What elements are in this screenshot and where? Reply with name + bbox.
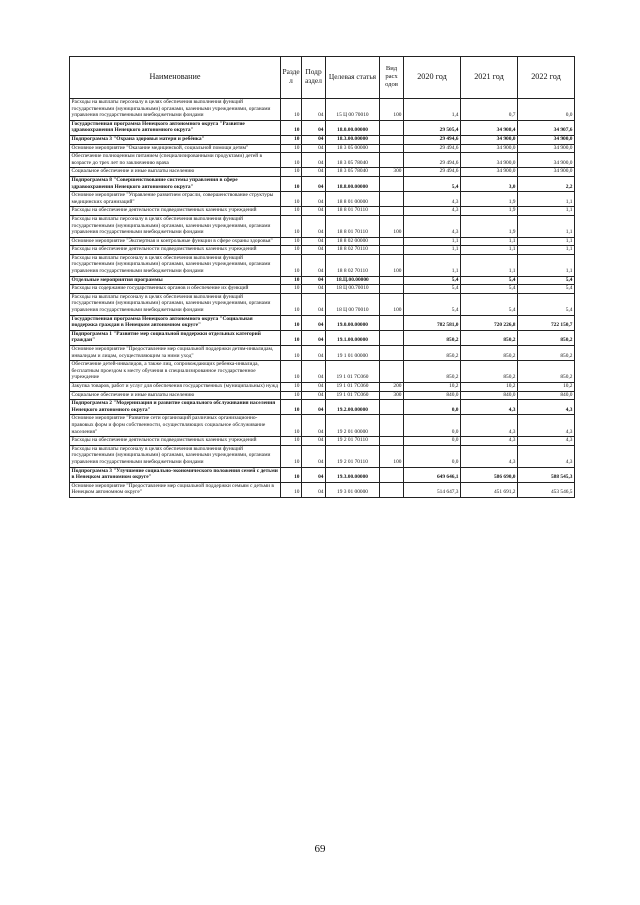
table-row: [70, 237, 575, 246]
row-section-cell: 10: [281, 153, 302, 168]
row-subsection-cell: 04: [302, 382, 326, 391]
row-vid-cell: [380, 276, 404, 285]
row-vid-cell: [380, 467, 404, 482]
row-target-cell: 19 1 01 7С060: [326, 361, 380, 383]
row-target-cell: 18.0.00.00000: [326, 120, 380, 135]
row-name-cell: Подпрограмма 3 "Охрана здоровья матери и ребёнка": [70, 135, 281, 144]
table-row: [70, 400, 575, 415]
row-vid-cell: [380, 346, 404, 361]
row-subsection-cell: 04: [302, 315, 326, 330]
row-vid-cell: 100: [380, 293, 404, 315]
row-section-cell: 10: [281, 99, 302, 121]
row-target-cell: 19 2 01 70110: [326, 445, 380, 467]
row-section-cell: 10: [281, 285, 302, 294]
table-row: [70, 99, 575, 121]
table-row: [70, 382, 575, 391]
row-2020-cell: 782 581,0: [404, 315, 461, 330]
table-row: [70, 153, 575, 168]
row-2022-cell: 850,2: [518, 330, 575, 345]
row-2022-cell: 10,2: [518, 382, 575, 391]
row-2022-cell: 34 900,0: [518, 144, 575, 153]
row-target-cell: 19 1 01 00000: [326, 346, 380, 361]
row-2021-cell: 850,2: [461, 346, 518, 361]
row-target-cell: 18.Ц.00.00000: [326, 276, 380, 285]
header-name: Наименование: [70, 57, 281, 99]
table-row: [70, 215, 575, 237]
row-subsection-cell: 04: [302, 482, 326, 497]
row-vid-cell: [380, 153, 404, 168]
row-subsection-cell: 04: [302, 415, 326, 437]
row-2021-cell: 3,0: [461, 176, 518, 191]
row-target-cell: 19 1 01 7С060: [326, 391, 380, 400]
row-2020-cell: 29 494,6: [404, 153, 461, 168]
row-target-cell: 19.3.00.00000: [326, 467, 380, 482]
row-name-cell: Основное мероприятие "Развитие сети организаций различных организационно-правовых форм и форм собственности, осуществляющих социальное обслуживание населения": [70, 415, 281, 437]
row-2020-cell: 1,4: [404, 99, 461, 121]
row-subsection-cell: 04: [302, 153, 326, 168]
row-subsection-cell: 04: [302, 445, 326, 467]
row-section-cell: 10: [281, 382, 302, 391]
row-target-cell: 19 2 01 70110: [326, 437, 380, 446]
row-2022-cell: 5,4: [518, 293, 575, 315]
row-2022-cell: 5,4: [518, 285, 575, 294]
table-row: [70, 246, 575, 255]
row-section-cell: 10: [281, 361, 302, 383]
row-name-cell: Подпрограмма 2 "Модернизация и развитие социального обслуживания населения Ненецкого автономного округа": [70, 400, 281, 415]
row-name-cell: Расходы на содержание государственных органов и обеспечение их функций: [70, 285, 281, 294]
row-subsection-cell: 04: [302, 207, 326, 216]
row-vid-cell: 200: [380, 382, 404, 391]
table-row: [70, 276, 575, 285]
row-subsection-cell: 04: [302, 437, 326, 446]
row-target-cell: 18 8 02 00000: [326, 237, 380, 246]
row-section-cell: 10: [281, 293, 302, 315]
row-2022-cell: 4,3: [518, 445, 575, 467]
row-subsection-cell: 04: [302, 276, 326, 285]
row-section-cell: 10: [281, 415, 302, 437]
row-vid-cell: [380, 237, 404, 246]
row-vid-cell: [380, 330, 404, 345]
header-2020: 2020 год: [404, 57, 461, 99]
row-target-cell: 18 8 02 70110: [326, 246, 380, 255]
row-name-cell: Расходы на выплаты персоналу в целях обеспечения выполнения функций государственными (муниципальными) органами, казенными учреждениями, органами управления государственными внебюджетными фондами: [70, 254, 281, 276]
row-vid-cell: [380, 415, 404, 437]
row-2022-cell: 34 900,0: [518, 153, 575, 168]
row-2022-cell: 1,1: [518, 215, 575, 237]
row-vid-cell: [380, 361, 404, 383]
table-row: [70, 135, 575, 144]
row-name-cell: Расходы на обеспечение деятельности подведомственных казенных учреждений: [70, 207, 281, 216]
row-name-cell: Расходы на обеспечение деятельности подведомственных казенных учреждений: [70, 437, 281, 446]
row-vid-cell: [380, 437, 404, 446]
row-2022-cell: 0,0: [518, 99, 575, 121]
row-target-cell: 19 3 01 00000: [326, 482, 380, 497]
row-subsection-cell: 04: [302, 391, 326, 400]
table-row: [70, 361, 575, 383]
row-2021-cell: 1,9: [461, 207, 518, 216]
row-target-cell: 18 3 05 00000: [326, 144, 380, 153]
row-2020-cell: 850,2: [404, 346, 461, 361]
table-row: [70, 437, 575, 446]
table-row: [70, 415, 575, 437]
row-2020-cell: 1,1: [404, 254, 461, 276]
row-2022-cell: 1,1: [518, 237, 575, 246]
row-2020-cell: 850,2: [404, 330, 461, 345]
row-2022-cell: 5,4: [518, 276, 575, 285]
row-2021-cell: 34 900,0: [461, 144, 518, 153]
table-row: [70, 120, 575, 135]
header-subsection: Подр аздел: [302, 57, 326, 99]
row-2021-cell: 720 226,8: [461, 315, 518, 330]
table-row: [70, 168, 575, 177]
row-2021-cell: 840,0: [461, 391, 518, 400]
row-subsection-cell: 04: [302, 215, 326, 237]
table-header-row: [70, 57, 575, 99]
row-subsection-cell: 04: [302, 192, 326, 207]
row-2022-cell: 4,3: [518, 437, 575, 446]
row-2021-cell: 4,3: [461, 437, 518, 446]
row-2022-cell: 34 900,0: [518, 168, 575, 177]
row-subsection-cell: 04: [302, 361, 326, 383]
row-vid-cell: 100: [380, 254, 404, 276]
row-2022-cell: 1,1: [518, 192, 575, 207]
row-target-cell: 18 Ц 00.70010: [326, 285, 380, 294]
row-2022-cell: 34 907,6: [518, 120, 575, 135]
row-2021-cell: 34 900,0: [461, 168, 518, 177]
row-section-cell: 10: [281, 437, 302, 446]
row-vid-cell: [380, 207, 404, 216]
row-2022-cell: 588 545,3: [518, 467, 575, 482]
row-section-cell: 10: [281, 330, 302, 345]
row-2021-cell: 586 690,0: [461, 467, 518, 482]
row-subsection-cell: 04: [302, 285, 326, 294]
row-section-cell: 10: [281, 237, 302, 246]
table-body: [70, 99, 575, 498]
row-2021-cell: 5,4: [461, 285, 518, 294]
row-2020-cell: 4,3: [404, 215, 461, 237]
row-vid-cell: 300: [380, 391, 404, 400]
row-vid-cell: [380, 176, 404, 191]
row-2020-cell: 0,0: [404, 400, 461, 415]
row-subsection-cell: 04: [302, 135, 326, 144]
row-target-cell: 18 3 05 78040: [326, 168, 380, 177]
table-row: [70, 176, 575, 191]
row-section-cell: 10: [281, 120, 302, 135]
row-section-cell: 10: [281, 215, 302, 237]
row-name-cell: Социальное обеспечение и иные выплаты населению: [70, 168, 281, 177]
table-row: [70, 315, 575, 330]
row-section-cell: 10: [281, 144, 302, 153]
row-name-cell: Расходы на выплаты персоналу в целях обеспечения выполнения функций государственными (муниципальными) органами, казенными учреждениями, органами управления государственными внебюджетными фондами: [70, 293, 281, 315]
row-vid-cell: [380, 482, 404, 497]
row-vid-cell: [380, 285, 404, 294]
row-2021-cell: 5,4: [461, 276, 518, 285]
row-name-cell: Расходы на выплаты персоналу в целях обеспечения выполнения функций государственными (муниципальными) органами, казенными учреждениями, органами управления государственными внебюджетными фондами: [70, 215, 281, 237]
row-name-cell: Основное мероприятие "Экспертная и контрольные функции в сфере охраны здоровья": [70, 237, 281, 246]
row-section-cell: 10: [281, 168, 302, 177]
row-2020-cell: 1,1: [404, 237, 461, 246]
row-vid-cell: 300: [380, 168, 404, 177]
row-2022-cell: 840,0: [518, 391, 575, 400]
row-name-cell: Подпрограмма 8 "Совершенствование системы управления в сфере здравоохранения Ненецкого автономного округа": [70, 176, 281, 191]
row-2020-cell: 4,3: [404, 207, 461, 216]
row-2020-cell: 4,3: [404, 192, 461, 207]
row-2020-cell: 29 494,6: [404, 144, 461, 153]
row-vid-cell: [380, 135, 404, 144]
row-section-cell: 10: [281, 135, 302, 144]
row-2020-cell: 29 505,4: [404, 120, 461, 135]
row-2020-cell: 5,4: [404, 276, 461, 285]
row-2020-cell: 649 646,1: [404, 467, 461, 482]
row-target-cell: 19.0.00.00000: [326, 315, 380, 330]
row-vid-cell: [380, 192, 404, 207]
row-subsection-cell: 04: [302, 176, 326, 191]
header-vid: Вид расх одов: [380, 57, 404, 99]
row-name-cell: Основное мероприятие "Предоставление мер социальной поддержки семьям с детьми в Ненецком автономном округе": [70, 482, 281, 497]
row-name-cell: Основное мероприятие "Предоставление мер социальной поддержки детям-инвалидам, инвалидам и лицам, осуществляющим за ними уход": [70, 346, 281, 361]
row-2020-cell: 514 647,3: [404, 482, 461, 497]
row-2021-cell: 1,1: [461, 246, 518, 255]
row-2020-cell: 5,4: [404, 293, 461, 315]
row-2020-cell: 29 494,6: [404, 168, 461, 177]
table-row: [70, 285, 575, 294]
row-vid-cell: [380, 120, 404, 135]
row-section-cell: 10: [281, 246, 302, 255]
row-target-cell: 19 1 01 7С060: [326, 382, 380, 391]
header-section: Разде л: [281, 57, 302, 99]
row-section-cell: 10: [281, 276, 302, 285]
row-2021-cell: 1,1: [461, 237, 518, 246]
row-name-cell: Обеспечение детей-инвалидов, а также лиц, сопровождающих ребенка-инвалида, бесплатным проездом к месту обучения в специализированное государственное учреждение: [70, 361, 281, 383]
row-subsection-cell: 04: [302, 99, 326, 121]
row-2022-cell: 4,3: [518, 415, 575, 437]
table-row: [70, 192, 575, 207]
row-2022-cell: 1,1: [518, 254, 575, 276]
row-2021-cell: 1,9: [461, 192, 518, 207]
row-2021-cell: 5,4: [461, 293, 518, 315]
row-vid-cell: 100: [380, 99, 404, 121]
row-section-cell: 10: [281, 400, 302, 415]
page-number: 69: [314, 843, 326, 855]
row-target-cell: 18 8 02 70110: [326, 254, 380, 276]
table-row: [70, 346, 575, 361]
row-vid-cell: [380, 246, 404, 255]
row-2022-cell: 1,1: [518, 207, 575, 216]
row-subsection-cell: 04: [302, 467, 326, 482]
row-name-cell: Основное мероприятие "Оказание медицинской, социальной помощи детям": [70, 144, 281, 153]
row-name-cell: Отдельные мероприятия программы: [70, 276, 281, 285]
row-2022-cell: 850,2: [518, 361, 575, 383]
row-name-cell: Расходы на выплаты персоналу в целях обеспечения выполнения функций государственными (муниципальными) органами, казенными учреждениями, органами управления государственными внебюджетными фондами: [70, 99, 281, 121]
row-2021-cell: 1,9: [461, 215, 518, 237]
row-section-cell: 10: [281, 176, 302, 191]
row-2020-cell: 10,2: [404, 382, 461, 391]
row-vid-cell: [380, 400, 404, 415]
table-row: [70, 144, 575, 153]
row-section-cell: 10: [281, 445, 302, 467]
row-subsection-cell: 04: [302, 293, 326, 315]
row-section-cell: 10: [281, 254, 302, 276]
row-2022-cell: 850,2: [518, 346, 575, 361]
table-row: [70, 445, 575, 467]
row-subsection-cell: 04: [302, 144, 326, 153]
row-name-cell: Подпрограмма 1 "Развитие мер социальной поддержки отдельных категорий граждан": [70, 330, 281, 345]
row-2021-cell: 0,7: [461, 99, 518, 121]
table-row: [70, 293, 575, 315]
row-2021-cell: 10,2: [461, 382, 518, 391]
row-target-cell: 15 Ц 00 70010: [326, 99, 380, 121]
row-2020-cell: 5,4: [404, 176, 461, 191]
row-2020-cell: 840,0: [404, 391, 461, 400]
row-2020-cell: 0,0: [404, 445, 461, 467]
row-2021-cell: 4,3: [461, 445, 518, 467]
row-section-cell: 10: [281, 315, 302, 330]
table-row: [70, 391, 575, 400]
table-row: [70, 482, 575, 497]
row-name-cell: Расходы на обеспечение деятельности подведомственных казенных учреждений: [70, 246, 281, 255]
row-2021-cell: 451 691,2: [461, 482, 518, 497]
row-target-cell: 19.2.00.00000: [326, 400, 380, 415]
header-2021: 2021 год: [461, 57, 518, 99]
row-name-cell: Закупка товаров, работ и услуг для обеспечения государственных (муниципальных) нужд: [70, 382, 281, 391]
row-subsection-cell: 04: [302, 168, 326, 177]
row-target-cell: 18 8 01 00000: [326, 192, 380, 207]
row-2021-cell: 850,2: [461, 330, 518, 345]
row-section-cell: 10: [281, 482, 302, 497]
row-2021-cell: 34 900,0: [461, 153, 518, 168]
row-2020-cell: 5,4: [404, 285, 461, 294]
row-subsection-cell: 04: [302, 120, 326, 135]
row-name-cell: Подпрограмма 3 "Улучшение социально-экономического положения семей с детьми в Ненецком автономном округе": [70, 467, 281, 482]
header-target: Целевая статья: [326, 57, 380, 99]
row-name-cell: Государственная программа Ненецкого автономного округа "Развитие здравоохранения Ненецкого автономного округа": [70, 120, 281, 135]
row-subsection-cell: 04: [302, 246, 326, 255]
row-section-cell: 10: [281, 467, 302, 482]
row-2021-cell: 850,2: [461, 361, 518, 383]
row-vid-cell: [380, 315, 404, 330]
row-2021-cell: 1,1: [461, 254, 518, 276]
row-2021-cell: 34 900,0: [461, 135, 518, 144]
row-target-cell: 19 2 01 00000: [326, 415, 380, 437]
row-subsection-cell: 04: [302, 400, 326, 415]
row-2021-cell: 4,3: [461, 400, 518, 415]
row-2020-cell: 850,2: [404, 361, 461, 383]
row-2020-cell: 29 494,6: [404, 135, 461, 144]
row-2022-cell: 1,1: [518, 246, 575, 255]
row-vid-cell: 100: [380, 445, 404, 467]
row-section-cell: 10: [281, 192, 302, 207]
row-2022-cell: 453 546,5: [518, 482, 575, 497]
row-name-cell: Основное мероприятие "Управление развитием отрасли, совершенствование структуры медицинских организаций": [70, 192, 281, 207]
row-name-cell: Расходы на выплаты персоналу в целях обеспечения выполнения функций государственными (муниципальными) органами, казенными учреждениями, органами управления государственными внебюджетными фондами: [70, 445, 281, 467]
row-2022-cell: 4,3: [518, 400, 575, 415]
budget-table: [69, 56, 575, 498]
table-row: [70, 467, 575, 482]
row-2020-cell: 1,1: [404, 246, 461, 255]
row-2020-cell: 0,0: [404, 437, 461, 446]
row-section-cell: 10: [281, 207, 302, 216]
row-subsection-cell: 04: [302, 254, 326, 276]
row-2021-cell: 34 908,4: [461, 120, 518, 135]
row-2021-cell: 4,3: [461, 415, 518, 437]
row-2022-cell: 34 900,0: [518, 135, 575, 144]
row-2022-cell: 722 150,7: [518, 315, 575, 330]
row-section-cell: 10: [281, 346, 302, 361]
row-vid-cell: [380, 144, 404, 153]
row-name-cell: Социальное обеспечение и иные выплаты населению: [70, 391, 281, 400]
table-row: [70, 207, 575, 216]
table-row: [70, 330, 575, 345]
header-2022: 2022 год: [518, 57, 575, 99]
row-2022-cell: 2,2: [518, 176, 575, 191]
row-vid-cell: 100: [380, 215, 404, 237]
row-target-cell: 18 Ц 00 70010: [326, 293, 380, 315]
row-subsection-cell: 04: [302, 237, 326, 246]
row-target-cell: 19.1.00.00000: [326, 330, 380, 345]
row-target-cell: 18 8 01 70110: [326, 207, 380, 216]
row-target-cell: 18 8 01 70110: [326, 215, 380, 237]
row-target-cell: 18 3 05 78040: [326, 153, 380, 168]
row-2020-cell: 0,0: [404, 415, 461, 437]
table-row: [70, 254, 575, 276]
row-subsection-cell: 04: [302, 330, 326, 345]
row-name-cell: Государственная программа Ненецкого автономного округа "Социальная поддержка граждан в Ненецком автономном округе": [70, 315, 281, 330]
row-name-cell: Обеспечение полноценным питанием (специализированными продуктами) детей в возрасте до трех лет по заключению врача: [70, 153, 281, 168]
row-target-cell: 18.3.00.00000: [326, 135, 380, 144]
row-target-cell: 18.8.00.00000: [326, 176, 380, 191]
row-section-cell: 10: [281, 391, 302, 400]
row-subsection-cell: 04: [302, 346, 326, 361]
